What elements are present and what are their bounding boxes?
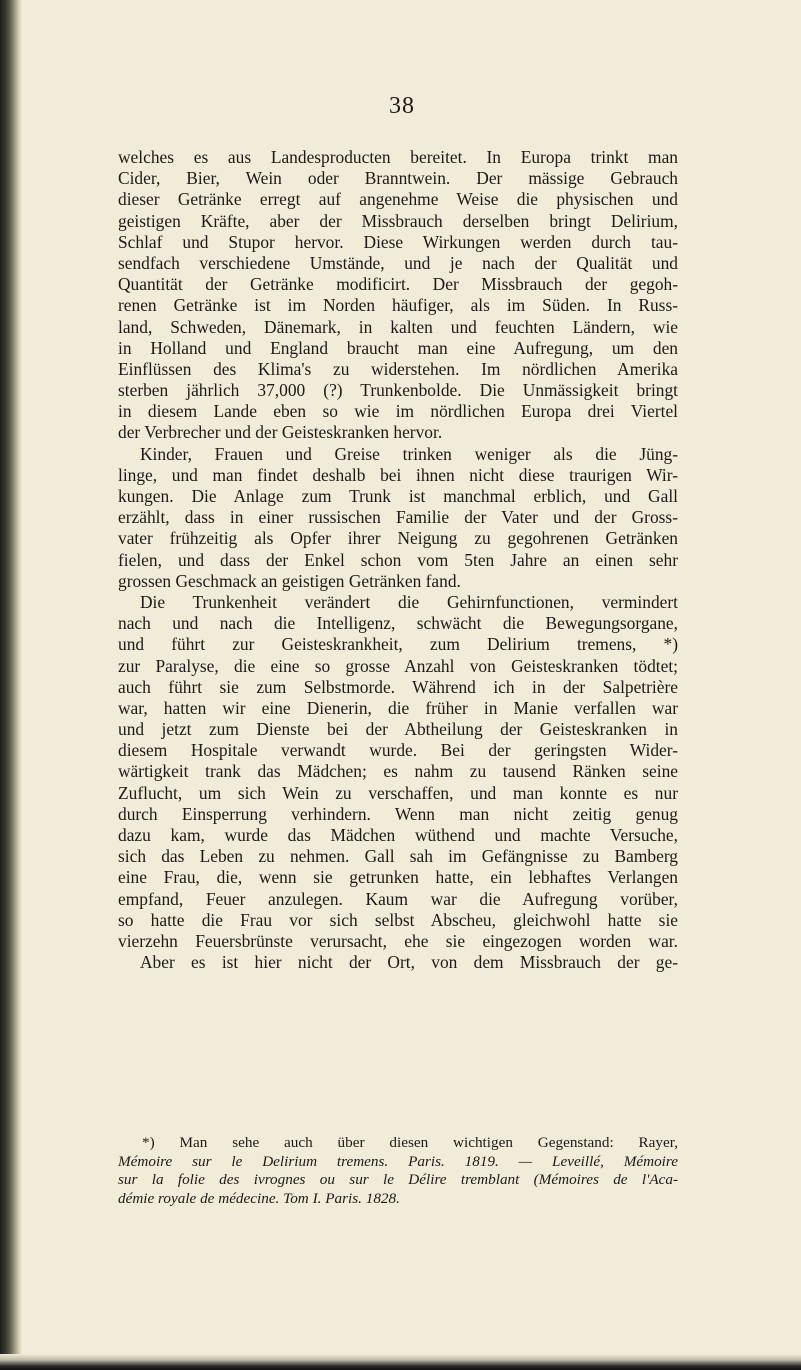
- text-line: linge, und man findet deshalb bei ihnen nicht diese traurigen Wir-: [118, 464, 678, 485]
- text-line: welches es aus Landesproducten bereitet. In Europa trinkt man: [118, 147, 678, 167]
- text-line: dazu kam, wurde das Mädchen wüthend und machte Versuche,: [118, 825, 678, 845]
- text-line: dieser Getränke erregt auf angenehme Weise die physischen und: [118, 189, 678, 210]
- text-line: durch Einsperrung verhindern. Wenn man nicht zeitig genug: [118, 803, 678, 824]
- text-line: Schlaf und Stupor hervor. Diese Wirkungen werden durch tau-: [118, 231, 678, 252]
- text-line: vierzehn Feuersbrünste verursacht, ehe sie eingezogen worden war.: [118, 930, 678, 951]
- text-line: in diesem Lande eben so wie im nördlichen Europa drei Viertel: [118, 401, 678, 422]
- footnote-line: Mémoire sur le Delirium tremens. Paris. 1819. — Leveillé, Mémoire: [118, 1152, 678, 1170]
- text-line: sich das Leben zu nehmen. Gall sah im Gefängnisse zu Bamberg: [118, 846, 678, 867]
- text-line: auch führt sie zum Selbstmorde. Während ich in der Salpetrière: [118, 676, 678, 697]
- text-line: der Verbrecher und der Geisteskranken hervor.: [118, 422, 443, 443]
- text-line: diesem Hospitale verwandt wurde. Bei der geringsten Wider-: [118, 740, 678, 761]
- body-text: [118, 147, 678, 973]
- text-line: land, Schweden, Dänemark, in kalten und feuchten Ländern, wie: [118, 316, 678, 337]
- text-line: Die Trunkenheit verändert die Gehirnfunctionen, vermindert: [140, 591, 678, 612]
- text-line: Aber es ist hier nicht der Ort, von dem Missbrauch der ge-: [140, 952, 678, 973]
- text-line: kungen. Die Anlage zum Trunk ist manchmal erblich, und Gall: [118, 486, 678, 506]
- text-line: fielen, und dass der Enkel schon vom 5ten Jahre an einen sehr: [118, 549, 678, 570]
- footnote-line: sur la folie des ivrognes ou sur le Délire tremblant (Mémoires de l'Aca-: [118, 1171, 678, 1188]
- text-line: und jetzt zum Dienste bei der Abtheilung der Geisteskranken in: [118, 719, 678, 740]
- text-line: empfand, Feuer anzulegen. Kaum war die Aufregung vorüber,: [118, 888, 678, 909]
- text-line: zur Paralyse, die eine so grosse Anzahl von Geisteskranken tödtet;: [118, 655, 678, 676]
- bottom-page-edge: [0, 1354, 801, 1370]
- footnote: [118, 1134, 678, 1208]
- text-line: und führt zur Geisteskrankheit, zum Delirium tremens, *): [118, 634, 678, 655]
- text-line: renen Getränke ist im Norden häufiger, als im Süden. In Russ-: [118, 295, 678, 316]
- text-line: in Holland und England braucht man eine Aufregung, um den: [118, 337, 678, 358]
- text-line: Cider, Bier, Wein oder Branntwein. Der mässige Gebrauch: [118, 168, 678, 189]
- text-line: erzählt, dass in einer russischen Familie der Vater und der Gross-: [118, 507, 678, 528]
- text-line: war, hatten wir eine Dienerin, die früher in Manie verfallen war: [118, 697, 678, 718]
- text-line: eine Frau, die, wenn sie getrunken hatte, ein lebhaftes Verlangen: [118, 867, 678, 888]
- text-line: Zuflucht, um sich Wein zu verschaffen, und man konnte es nur: [118, 782, 678, 803]
- text-line: sendfach verschiedene Umstände, und je nach der Qualität und: [118, 252, 678, 273]
- text-line: vater frühzeitig als Opfer ihrer Neigung zu gegohrenen Getränken: [118, 528, 678, 549]
- text-line: Quantität der Getränke modificirt. Der Missbrauch der gegoh-: [118, 274, 678, 295]
- text-line: Einflüssen des Klima's zu widerstehen. Im nördlichen Amerika: [118, 358, 678, 379]
- text-line: Kinder, Frauen und Greise trinken weniger als die Jüng-: [140, 443, 678, 464]
- text-line: grossen Geschmack an geistigen Getränken fand.: [118, 570, 461, 591]
- footnote-line: démie royale de médecine. Tom I. Paris. 1828.: [118, 1189, 400, 1207]
- text-line: so hatte die Frau vor sich selbst Abscheu, gleichwohl hatte sie: [118, 909, 678, 930]
- text-line: wärtigkeit trank das Mädchen; es nahm zu tausend Ränken seine: [118, 761, 678, 782]
- text-line: nach und nach die Intelligenz, schwächt die Bewegungsorgane,: [118, 613, 678, 634]
- footnote-line: *) Man sehe auch über diesen wichtigen Gegenstand: Rayer,: [142, 1134, 678, 1151]
- text-line: geistigen Kräfte, aber der Missbrauch derselben bringt Delirium,: [118, 210, 678, 231]
- binding-edge: [0, 0, 22, 1370]
- page-number: 38: [389, 93, 415, 119]
- text-line: sterben jährlich 37,000 (?) Trunkenbolde. Die Unmässigkeit bringt: [118, 380, 678, 401]
